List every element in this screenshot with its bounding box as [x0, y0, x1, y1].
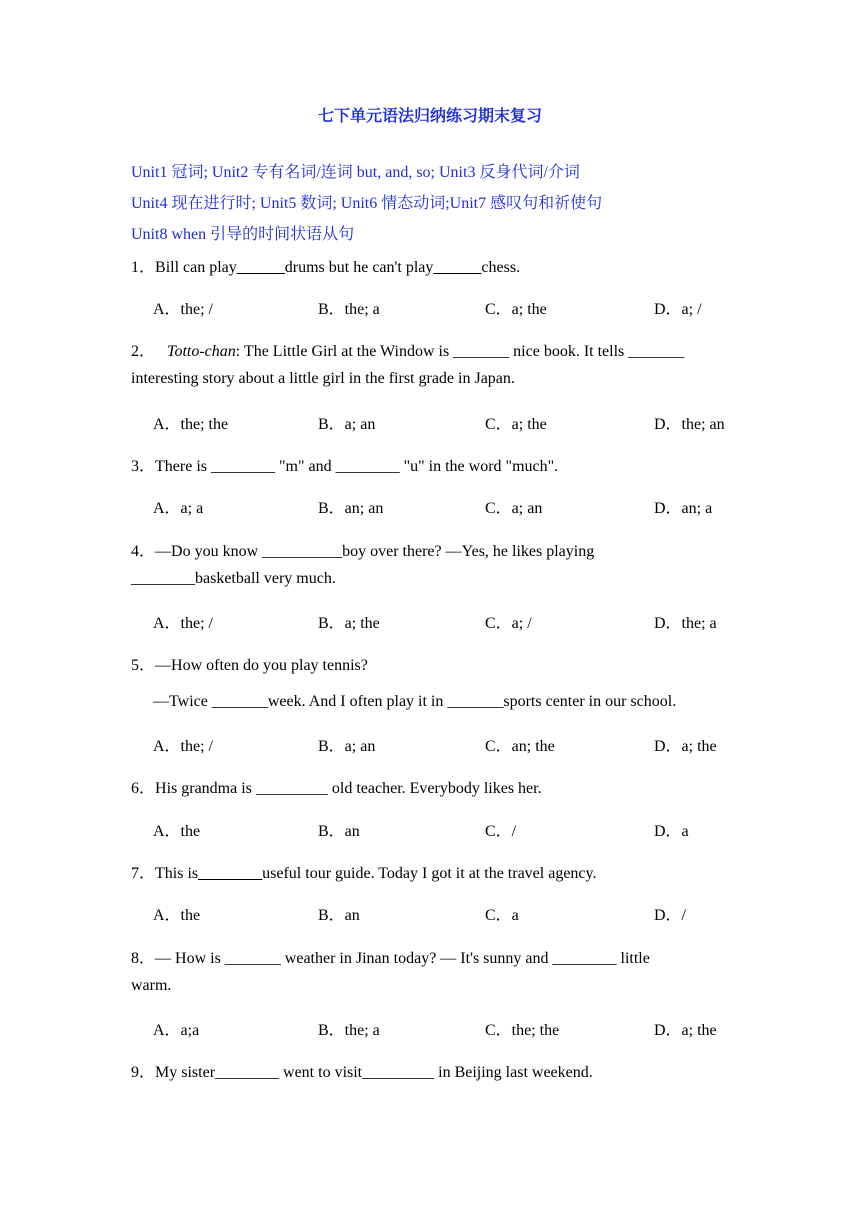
- question-number: 1．: [131, 259, 156, 276]
- question-number: 7．: [131, 865, 156, 882]
- option-a: A．a;a: [153, 1022, 200, 1039]
- option-d: D．the; an: [654, 416, 725, 433]
- question-text: drums but he can't play: [284, 259, 434, 276]
- option-b: B．a; the: [318, 615, 380, 632]
- option-a: A．the: [153, 907, 201, 924]
- question-text: : The Little Girl at the Window is _______ nice book. It tells _______: [235, 343, 685, 360]
- question-2: [131, 338, 684, 361]
- option-a: A．a; a: [153, 500, 204, 517]
- option-d: D．a: [654, 823, 689, 840]
- option-d: D．a; the: [654, 1022, 717, 1039]
- blank: ______: [433, 259, 482, 276]
- question-9: [131, 1059, 593, 1082]
- option-d: D．a; /: [654, 301, 702, 318]
- question-4: [131, 538, 594, 561]
- option-c: C．a; the: [485, 416, 547, 433]
- page-title: 七下单元语法归纳练习期末复习: [317, 108, 542, 125]
- option-b: B．an; an: [318, 500, 384, 517]
- unit-line-3: Unit8 when 引导的时间状语从句: [131, 226, 355, 243]
- question-text: There is ________ "m" and ________ "u" in the word "much".: [155, 458, 559, 475]
- question-6: [131, 775, 542, 798]
- blank: ________: [198, 865, 263, 882]
- question-text: His grandma is _________ old teacher. Everybody likes her.: [155, 780, 542, 797]
- question-number: 6．: [131, 780, 156, 797]
- option-a: A．the; /: [153, 301, 213, 318]
- option-d: D．the; a: [654, 615, 717, 632]
- option-b: B．an: [318, 907, 360, 924]
- question-8-continued: warm.: [131, 977, 172, 994]
- option-c: C．a; /: [485, 615, 532, 632]
- question-text: —How often do you play tennis?: [155, 657, 368, 674]
- unit-line-2: Unit4 现在进行时; Unit5 数词; Unit6 情态动词;Unit7 感叹句和祈使句: [131, 195, 603, 212]
- option-d: D．an; a: [654, 500, 713, 517]
- question-number: 4．: [131, 543, 156, 560]
- option-b: B．an: [318, 823, 360, 840]
- book-title: Totto-chan: [167, 343, 236, 360]
- option-b: B．a; an: [318, 738, 376, 755]
- question-text: This is: [155, 865, 199, 882]
- option-d: D．a; the: [654, 738, 717, 755]
- question-5: [131, 652, 368, 675]
- question-5-continued: —Twice _______week. And I often play it in _______sports center in our school.: [153, 693, 677, 710]
- question-text: chess.: [481, 259, 521, 276]
- question-text: Bill can play: [155, 259, 237, 276]
- question-text: —Do you know __________boy over there? —Yes, he likes playing: [155, 543, 595, 560]
- question-text: useful tour guide. Today I got it at the travel agency.: [262, 865, 597, 882]
- option-c: C．a: [485, 907, 519, 924]
- option-b: B．the; a: [318, 301, 380, 318]
- question-number: 3．: [131, 458, 156, 475]
- option-a: A．the; /: [153, 615, 213, 632]
- question-text: — How is _______ weather in Jinan today? — It's sunny and ________ little: [155, 950, 650, 967]
- question-number: 5．: [131, 657, 156, 674]
- option-a: A．the; /: [153, 738, 213, 755]
- question-text: My sister________ went to visit_________ in Beijing last weekend.: [155, 1064, 593, 1081]
- option-a: A．the; the: [153, 416, 229, 433]
- question-1: [131, 254, 520, 277]
- question-number: 8．: [131, 950, 156, 967]
- question-number: 9．: [131, 1064, 156, 1081]
- question-2-continued: interesting story about a little girl in the first grade in Japan.: [131, 370, 515, 387]
- option-c: C．/: [485, 823, 517, 840]
- option-b: B．a; an: [318, 416, 376, 433]
- question-8: [131, 945, 650, 968]
- option-b: B．the; a: [318, 1022, 380, 1039]
- blank: ______: [236, 259, 285, 276]
- option-c: C．a; the: [485, 301, 547, 318]
- question-7: [131, 860, 596, 883]
- option-c: C．an; the: [485, 738, 555, 755]
- question-4-continued: ________basketball very much.: [131, 570, 336, 587]
- question-3: [131, 453, 558, 476]
- option-a: A．the: [153, 823, 201, 840]
- option-c: C．a; an: [485, 500, 543, 517]
- unit-line-1: Unit1 冠词; Unit2 专有名词/连词 but, and, so; Unit3 反身代词/介词: [131, 164, 580, 181]
- option-c: C．the; the: [485, 1022, 560, 1039]
- option-d: D．/: [654, 907, 687, 924]
- question-number: 2．: [131, 343, 156, 360]
